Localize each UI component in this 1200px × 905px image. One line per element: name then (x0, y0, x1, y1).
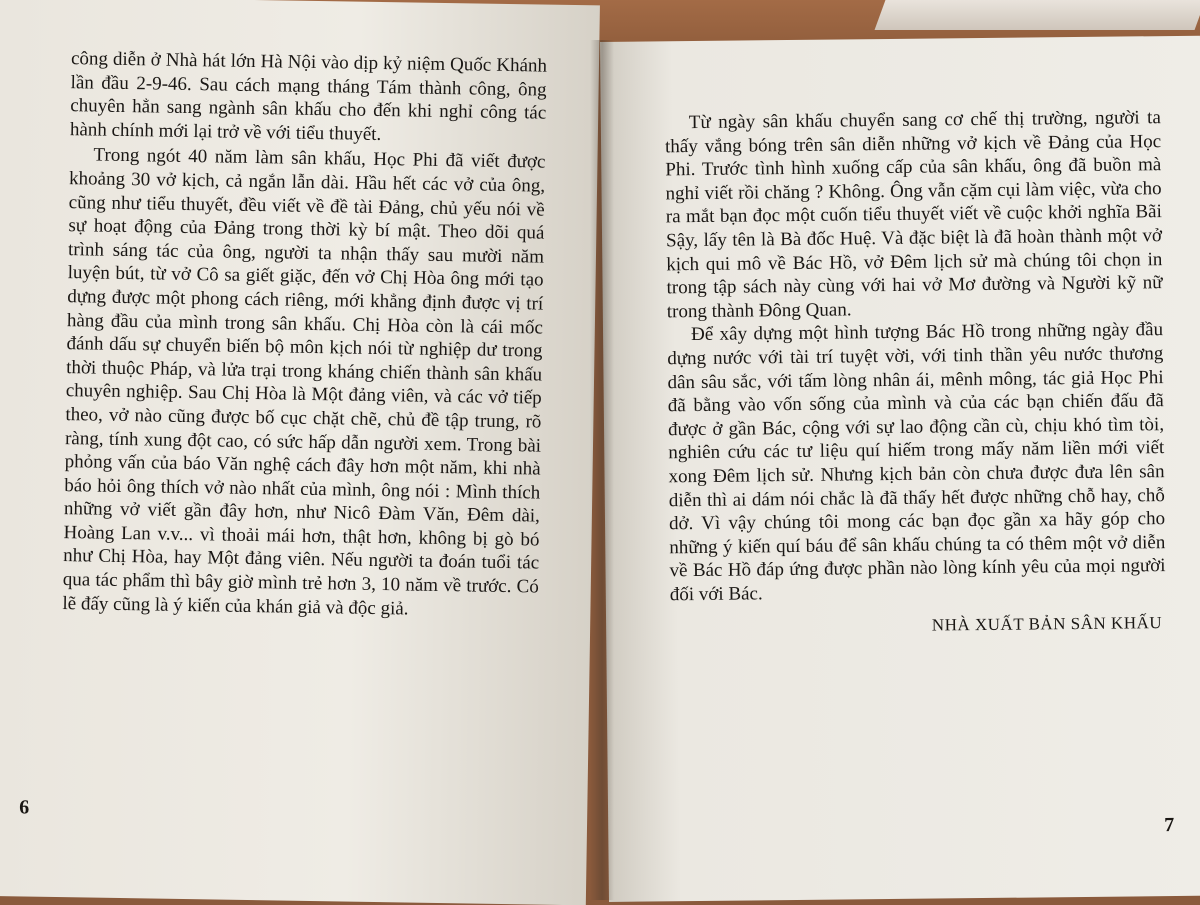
book-gutter (590, 40, 614, 900)
publisher-signature: NHÀ XUẤT BẢN SÂN KHẤU (931, 613, 1163, 636)
right-paragraph-2: Để xây dựng một hình tượng Bác Hồ trong những ngày đầu dựng nước với tài trí tuyệt vời, với tinh thần yêu nước thương dân sâu sắc, với tấm lòng nhân ái, mênh mông, tác giả Học Phi đã bằng vào vốn sống của mình và của các bạn chiến đấu đã được ở gần Bác, cộng với sự lao động cần cù, chịu khó tìm tòi, nghiên cứu các tư liệu quí hiếm trong mấy năm liền mới viết xong Đêm lịch sử. Nhưng kịch bản còn chưa được đưa lên sân diễn thì ai dám nói chắc là đã thấy hết được những chỗ hay, chỗ dở. Vì vậy chúng tôi mong các bạn đọc gần xa hãy góp cho những ý kiến quí báu để sân khấu chúng ta có thêm một vở diễn về Bác Hồ đáp ứng được phần nào lòng kính yêu của mọi người đối với Bác. (667, 319, 1166, 606)
left-paragraph-2: Trong ngót 40 năm làm sân khấu, Học Phi đã viết được khoảng 30 vở kịch, cả ngắn lẫn dài. Hầu hết các vở của ông, cũng như tiểu thuyết, đều viết về đề tài Đảng, chủ yếu nói về sự hoạt động của Đảng trong thời kỳ bí mật. Theo dõi quá trình sáng tác của ông, người ta nhận thấy sau mười năm luyện bút, từ vở Cô sa giết giặc, đến vở Chị Hòa ông mới tạo dựng được một phong cách riêng, mới khẳng định được vị trí hàng đầu của mình trong sân khấu. Chị Hòa còn là cái mốc đánh dấu sự chuyển biến bộ môn kịch nói từ nghiệp dư trong thời thuộc Pháp, và lửa trại trong kháng chiến thành sân khấu chuyên nghiệp. Sau Chị Hòa là Một đảng viên, và các vở tiếp theo, vở nào cũng được bố cục chặt chẽ, chủ đề tập trung, rõ ràng, tính xung đột cao, có sức hấp dẫn người xem. Trong bài phỏng vấn của báo Văn nghệ cách đây hơn một năm, khi nhà báo hỏi ông thích vở nào nhất của mình, ông nói : Mình thích những vở viết gần đây hơn, như Nicô Đàm Văn, Đêm dài, Hoàng Lan v.v... vì thoải mái hơn, thật hơn, không bị gò bó như Chị Hòa, hay Một đảng viên. Nếu người ta đoán tuổi tác qua tác phẩm thì bây giờ mình trẻ hơn 3, 10 năm về trước. Có lẽ đấy cũng là ý kiến của khán giả và độc giả. (62, 144, 546, 620)
page-number-left: 6 (19, 796, 30, 819)
left-paragraph-1: công diễn ở Nhà hát lớn Hà Nội vào dịp kỷ niệm Quốc Khánh lần đầu 2-9-46. Sau cách mạng tháng Tám thành công, ông chuyên hẳn sang ngành sân khấu cho đến khi nghỉ công tác hành chính mới lại trở về với tiểu thuyết. (69, 48, 548, 145)
book-cover-edge (875, 0, 1200, 30)
right-page (600, 36, 1200, 902)
right-paragraph-1: Từ ngày sân khấu chuyển sang cơ chế thị trường, người ta thấy vắng bóng trên sân diễn những vở kịch về Đảng của Học Phi. Trước tình hình xuống cấp của sân khấu, ông đã buồn mà nghỉ viết rồi chăng ? Không. Ông vẫn cặm cụi làm việc, vừa cho ra mắt bạn đọc một cuốn tiểu thuyết viết về cuộc khởi nghĩa Bãi Sậy, lấy tên là Bà đốc Huệ. Và đặc biệt là đã hoàn thành một vở kịch qui mô về Bác Hồ, vở Đêm lịch sử mà chúng tôi chọn in trong tập sách này cùng với hai vở Mơ đường và Người kỹ nữ trong thành Đông Quan. (664, 107, 1163, 323)
page-number-right: 7 (1164, 814, 1175, 837)
